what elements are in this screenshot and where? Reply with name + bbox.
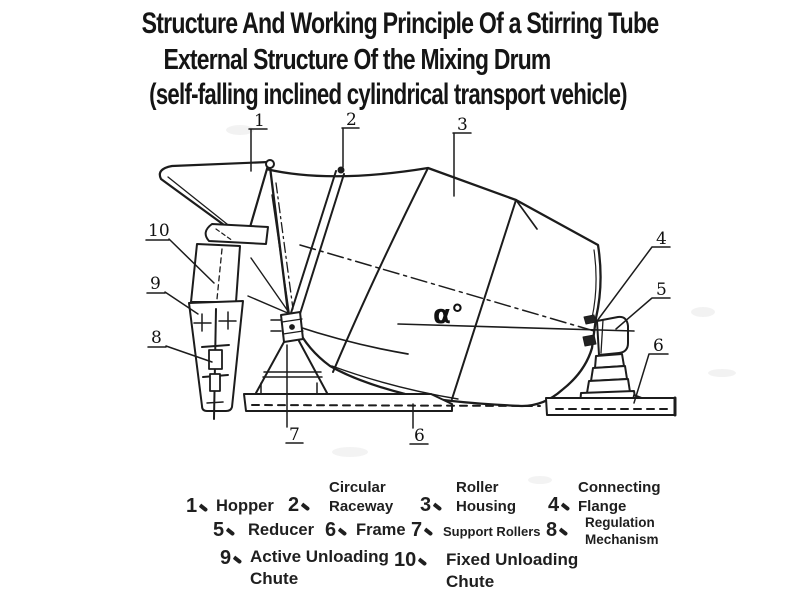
- svg-text:6: 6: [653, 336, 664, 356]
- legend-num-frame: 6: [325, 519, 347, 542]
- svg-text:10: 10: [148, 221, 170, 241]
- connecting-flange: [584, 315, 596, 324]
- base-plate-left: [244, 394, 452, 411]
- legend-label-circular-raceway: Circular Raceway: [329, 479, 394, 515]
- callout-4-connecting-flange: [597, 229, 670, 321]
- legend-label-active-unloading-chute: Active Unloading Chute: [250, 547, 389, 588]
- pedestal-left-leg: [256, 342, 284, 393]
- ideographic-comma: [299, 494, 310, 512]
- legend-num-support-rollers: 7: [411, 519, 433, 542]
- svg-text:1: 1: [254, 111, 265, 131]
- chute-column: [191, 244, 240, 302]
- ideographic-comma: [336, 519, 347, 537]
- legend-num-roller-housing: 3: [420, 494, 442, 517]
- chute-collar: [206, 224, 268, 244]
- legend-label-hopper: Hopper: [216, 497, 274, 515]
- legend-num-regulation-mechanism: 8: [546, 519, 568, 542]
- fixed-unloading-chute: [191, 224, 268, 302]
- ideographic-comma: [557, 519, 568, 537]
- ideographic-comma: [431, 494, 442, 512]
- legend-num-active-unloading-chute: 9: [220, 547, 242, 570]
- legend-num-reducer: 5: [213, 519, 235, 542]
- legend-num-fixed-unloading-chute: 10: [394, 549, 427, 572]
- mechanism-hub-upper: [209, 350, 222, 369]
- callout-9-active-unloading-chute: [147, 274, 198, 314]
- svg-text:2: 2: [346, 110, 357, 130]
- legend-num-hopper: 1: [186, 495, 208, 518]
- legend-label-regulation-mechanism: Regulation Mechanism: [585, 515, 659, 547]
- legend-label-frame: Frame: [356, 521, 406, 539]
- svg-text:3: 3: [457, 115, 468, 135]
- angle-label: α°: [433, 300, 464, 330]
- svg-text:8: 8: [151, 328, 162, 348]
- page-title: Structure And Working Principle Of a Stirring Tube: [141, 7, 659, 40]
- base-rail-right: [546, 398, 675, 415]
- legend-label-roller-housing: Roller Housing: [456, 479, 516, 515]
- legend-num-connecting-flange: 4: [548, 494, 570, 517]
- ideographic-comma: [422, 519, 433, 537]
- callout-6-frame-right: [634, 336, 668, 403]
- page-subtitle: External Structure Of the Mixing Drum: [163, 44, 551, 76]
- mechanism-hub-lower: [210, 374, 220, 391]
- ideographic-comma: [416, 549, 427, 567]
- svg-text:5: 5: [656, 280, 667, 300]
- page-subtitle-2: (self-falling inclined cylindrical transport vehicle): [149, 78, 627, 111]
- callout-5-reducer: [616, 280, 670, 329]
- ideographic-comma: [231, 547, 242, 565]
- ideographic-comma: [559, 494, 570, 512]
- hopper-pivot: [266, 160, 274, 168]
- legend-label-reducer: Reducer: [248, 521, 315, 539]
- mixing-drum-body: [248, 167, 601, 406]
- connecting-flange-lower: [583, 335, 596, 346]
- legend-label-fixed-unloading-chute: Fixed Unloading Chute: [446, 550, 579, 591]
- svg-text:6: 6: [414, 426, 425, 446]
- svg-text:9: 9: [150, 274, 161, 294]
- svg-text:7: 7: [289, 425, 300, 445]
- legend-num-circular-raceway: 2: [288, 494, 310, 517]
- svg-text:4: 4: [656, 229, 667, 249]
- legend-label-connecting-flange: Connecting Flange: [578, 479, 661, 515]
- ideographic-comma: [224, 519, 235, 537]
- callout-2-circular-raceway: [342, 110, 359, 167]
- raceway-top-pin: [338, 167, 344, 173]
- drum-outline: [266, 167, 601, 406]
- ideographic-comma: [197, 495, 208, 513]
- legend-label-support-rollers: Support Rollers: [443, 524, 541, 539]
